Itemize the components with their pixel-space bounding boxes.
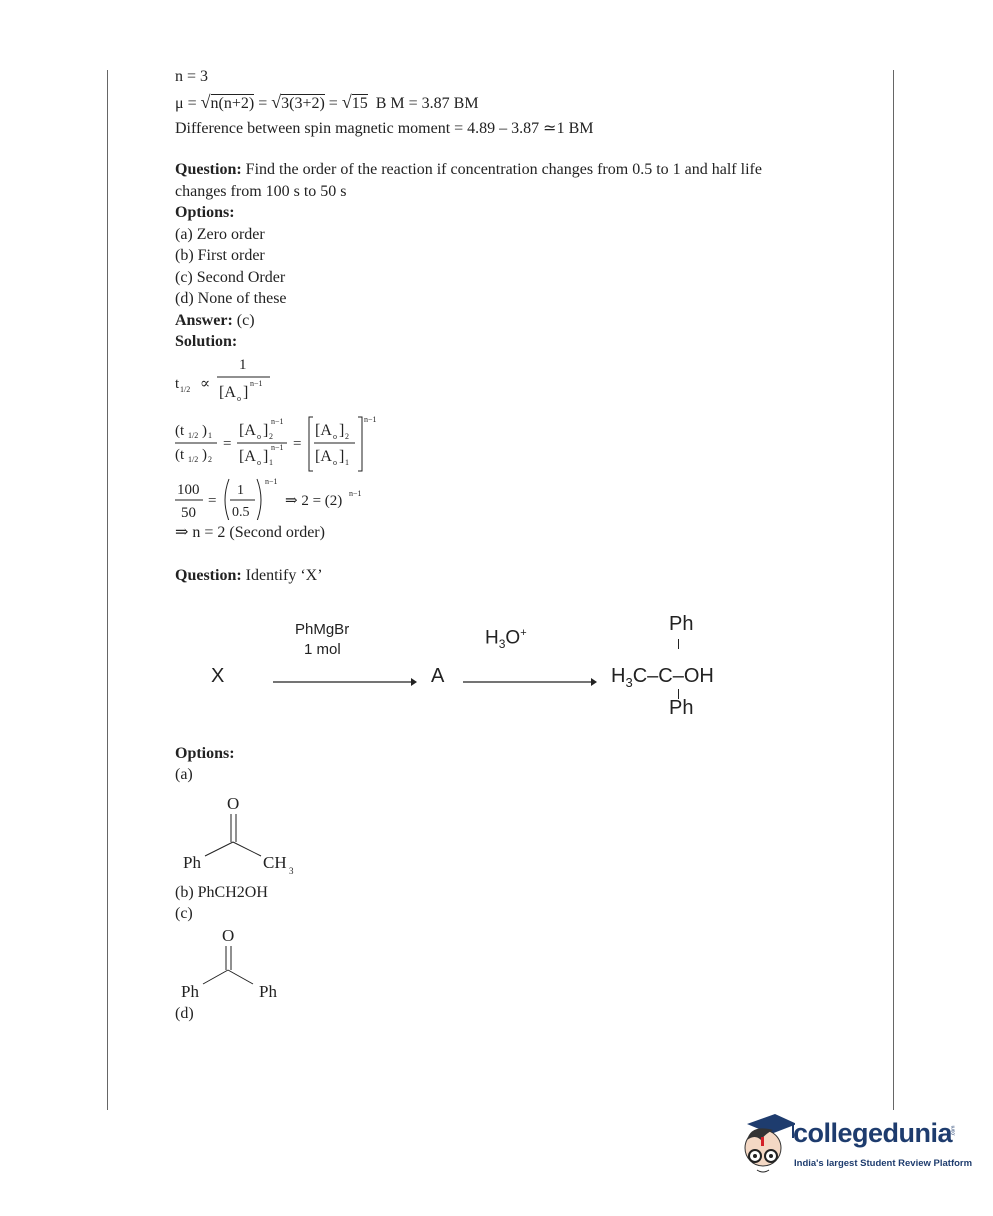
numeric-substitution: [175, 477, 362, 520]
svg-text:3: 3: [289, 865, 294, 876]
difference-line: Difference between spin magnetic moment = 4.89 – 3.87 ≃1 BM: [175, 119, 594, 137]
reaction-arrow-2: [463, 675, 598, 689]
sqrt-expr-2: 3(3+2): [281, 94, 325, 112]
svg-text:2: 2: [345, 431, 349, 441]
option-a-left: Ph: [183, 852, 201, 872]
svg-text:100: 100: [177, 481, 200, 498]
svg-text:1: 1: [208, 430, 212, 440]
question-1-option-d: (d) None of these: [175, 290, 287, 307]
svg-text:): ): [202, 446, 207, 463]
question-1-option-b: (b) First order: [175, 247, 265, 264]
svg-text:): ): [202, 422, 207, 439]
svg-text:1: 1: [345, 457, 349, 467]
n-value-line: n = 3: [175, 68, 209, 85]
svg-text:2: 2: [208, 454, 212, 464]
product-bottom-ph: Ph: [669, 696, 694, 719]
svg-text:]: ]: [339, 447, 345, 465]
option-a-structure: [175, 786, 335, 878]
svg-text:⇒ 2 = (2): ⇒ 2 = (2): [285, 492, 343, 509]
question-2-option-a-label: (a): [175, 766, 193, 783]
brand-tagline: India's largest Student Review Platform: [794, 1158, 973, 1169]
half-life-proportionality: [175, 357, 270, 403]
svg-text:]: ]: [263, 447, 269, 465]
brand-name: collegedunia: [793, 1118, 953, 1148]
svg-text:n−1: n−1: [271, 416, 284, 426]
answer-value: (c): [236, 311, 255, 329]
svg-text:]: ]: [263, 421, 269, 439]
answer-label: Answer:: [175, 311, 233, 329]
question-1-final-answer: ⇒ n = 2 (Second order): [175, 523, 325, 541]
svg-text:0.5: 0.5: [232, 504, 250, 520]
svg-text:o: o: [333, 457, 337, 467]
product-center: $H_3C-C-OH$: [611, 664, 714, 690]
svg-text:(t: (t: [175, 422, 185, 439]
collegedunia-logo: [735, 1110, 973, 1180]
reagent-1-line-2: 1 mol: [304, 640, 341, 658]
question-2-option-b: (b) PhCH2OH: [175, 883, 268, 901]
svg-text:1: 1: [269, 457, 273, 467]
reagent-2: $H_3O^+$: [485, 626, 527, 651]
svg-text:(t: (t: [175, 446, 185, 463]
mu-result: B M = 3.87 BM: [375, 94, 479, 112]
reactant-x: X: [211, 664, 225, 687]
option-c-left: Ph: [181, 981, 199, 1001]
reaction-arrow-1: [273, 675, 418, 689]
document-body: [175, 66, 825, 1024]
svg-text:n−1: n−1: [265, 476, 278, 486]
svg-text:o: o: [257, 431, 261, 441]
svg-text:]: ]: [243, 383, 249, 401]
question-1-options-label: Options:: [175, 204, 235, 221]
svg-text:[A: [A: [315, 447, 332, 465]
svg-text:1/2: 1/2: [188, 454, 199, 464]
svg-text:]: ]: [339, 421, 345, 439]
svg-text:[A: [A: [239, 421, 256, 439]
svg-text:n−1: n−1: [271, 442, 284, 452]
option-a-oxygen: O: [227, 793, 240, 813]
svg-text:50: 50: [181, 504, 196, 520]
reagent-1-line-1: PhMgBr: [295, 620, 350, 638]
sqrt-expr-1: n(n+2): [210, 94, 255, 112]
svg-text:o: o: [257, 457, 261, 467]
option-c-right: Ph: [259, 981, 277, 1001]
svg-text:n−1: n−1: [349, 488, 362, 498]
option-c-oxygen: O: [222, 925, 235, 945]
question-2-label: Question:: [175, 567, 242, 584]
svg-text:o: o: [333, 431, 337, 441]
question-1-solution-label: Solution:: [175, 333, 238, 350]
question-1-option-c: (c) Second Order: [175, 268, 286, 286]
question-1-option-a: (a) Zero order: [175, 225, 265, 243]
magnetic-moment-equation: μ = √n(n+2) = √3(3+2) = √15 B M = 3.87 BM: [175, 91, 479, 112]
product-top-ph: Ph: [669, 612, 694, 635]
question-1-text: Find the order of the reaction if concentration changes from 0.5 to 1 and half life changes from 100 s to 50 s: [175, 161, 762, 200]
svg-text:[A: [A: [219, 383, 236, 401]
svg-text:[A: [A: [315, 421, 332, 439]
svg-text:=: =: [208, 492, 217, 509]
svg-text:1: 1: [237, 482, 244, 498]
intermediate-a: A: [431, 664, 445, 687]
question-2-option-c-label: (c): [175, 905, 193, 922]
svg-text:n−1: n−1: [364, 414, 377, 424]
svg-text:=: =: [223, 435, 232, 452]
brand-com: .com: [950, 1125, 957, 1137]
reaction-scheme: [175, 605, 825, 725]
question-1-answer: [175, 310, 825, 332]
right-margin-rule: [893, 70, 894, 1110]
question-2-text: Identify ‘X’: [245, 567, 323, 584]
sqrt-expr-3: 15: [351, 94, 368, 112]
svg-text:1/2: 1/2: [188, 430, 199, 440]
question-2: [175, 565, 825, 587]
svg-text:CH: CH: [263, 852, 287, 872]
svg-text:∝: ∝: [200, 375, 211, 392]
half-life-ratio: [175, 415, 377, 471]
question-1-label: Question:: [175, 161, 242, 178]
svg-text:n−1: n−1: [250, 378, 263, 388]
svg-text:=: =: [293, 435, 302, 452]
mascot-icon: [735, 1110, 795, 1180]
option-c-structure: [175, 925, 335, 1003]
question-2-option-d-label: (d): [175, 1004, 194, 1022]
svg-text:1/2: 1/2: [180, 384, 191, 394]
svg-text:t: t: [175, 375, 180, 392]
product-bond-top: [678, 639, 679, 649]
left-margin-rule: [107, 70, 108, 1110]
mu-prefix: μ =: [175, 94, 197, 112]
svg-text:2: 2: [269, 431, 273, 441]
svg-text:o: o: [237, 393, 241, 403]
svg-text:[A: [A: [239, 447, 256, 465]
svg-text:1: 1: [239, 356, 247, 373]
question-2-options-label: Options:: [175, 744, 235, 762]
question-1: [175, 159, 815, 202]
solution-equations: [175, 355, 535, 520]
